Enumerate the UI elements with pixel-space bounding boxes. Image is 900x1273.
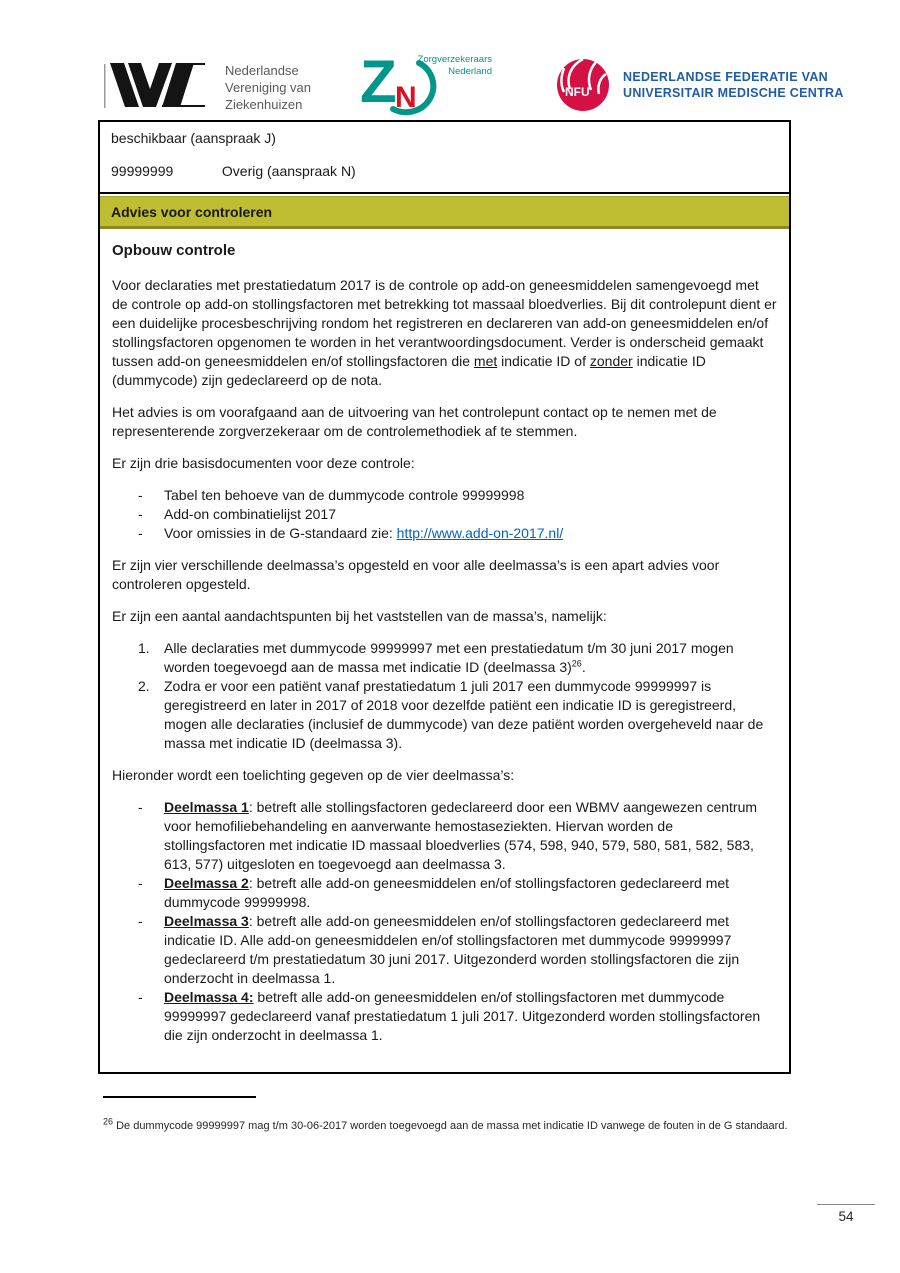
nfu-abbr: NFU xyxy=(565,85,590,99)
deelmassa-label: Deelmassa 3 xyxy=(164,913,249,929)
availability-line-1: beschikbaar (aanspraak J) xyxy=(111,130,276,146)
deelmassa-list xyxy=(112,798,777,1045)
underlined-word-zonder: zonder xyxy=(589,353,633,369)
paragraph-text: Voor declaraties met prestatiedatum 2017 is de controle op add-on geneesmiddelen samengevoegd met de controle op add-on stollingsfactoren met betrekking tot massaal bloedverlies. Bij dit controlepunt dient er een duidelijke procesbeschrijving rondom het registreren en declareren van add-on geneesmiddelen en/of stollingsfactoren opgenomen te worden in het verantwoordingsdocument. Verder is onderscheid gemaakt tussen add-on geneesmiddelen en/of stollingsfactoren die xyxy=(112,277,777,369)
list-item xyxy=(138,988,777,1045)
paragraph-text: indicatie ID of xyxy=(497,353,590,369)
deelmassa-label: Deelmassa 2 xyxy=(164,875,249,891)
list-item xyxy=(138,798,777,874)
list-text xyxy=(164,874,777,912)
nvz-logo xyxy=(103,58,311,113)
deelmassa-text: betreft alle add-on geneesmiddelen en/of stollingsfactoren met dummycode 99999997 gedeclareerd vanaf prestatiedatum 1 juli 2017. Uitgezonderd worden stollingsfactoren die zijn onderzocht in deelmassa 1. xyxy=(164,989,761,1043)
paragraph-advies: Het advies is om voorafgaand aan de uitvoering van het controlepunt contact op te nemen met de representerende zorgverzekeraar om de controlemethodiek af te stemmen. xyxy=(112,404,717,439)
footnote-text: De dummycode 99999997 mag t/m 30-06-2017 worden toegevoegd aan de massa met indicatie ID vanwege de fouten in de G standaard. xyxy=(116,1120,788,1132)
paragraph-aandachtspunten: Er zijn een aantal aandachtspunten bij het vaststellen van de massa’s, namelijk: xyxy=(112,608,607,624)
nfu-logo xyxy=(556,56,844,114)
zn-logo xyxy=(360,46,492,118)
paragraph-intro xyxy=(112,276,777,390)
list-text xyxy=(164,524,777,543)
availability-label: Overig (aanspraak N) xyxy=(221,163,356,179)
list-text: Tabel ten behoeve van de dummycode controle 99999998 xyxy=(164,487,525,503)
zn-text-line: Zorgverzekeraars xyxy=(417,54,492,65)
nvz-text-line: Vereniging van xyxy=(225,80,312,95)
zn-letter-z: Z xyxy=(360,48,397,115)
list-marker: - xyxy=(138,525,143,541)
list-text xyxy=(164,912,777,988)
list-item xyxy=(138,524,777,543)
list-marker: 1. xyxy=(138,640,150,656)
footnote-marker: 26 xyxy=(103,1116,114,1127)
deelmassa-text: : betreft alle add-on geneesmiddelen en/of stollingsfactoren gedeclareerd met indicatie ID. Alle add-on geneesmiddelen en/of stollingsfactoren met dummycode 99999997 gedeclareerd t/m prestatiedatum 30 juni 2017. Uitgezonderd worden stollingsfactoren die zijn onderzocht in deelmassa 1. xyxy=(164,913,740,986)
list-text-prefix: Voor omissies in de G-standaard zie: xyxy=(164,525,397,541)
nfu-text-line: UNIVERSITAIR MEDISCHE CENTRA xyxy=(623,86,844,100)
list-marker: - xyxy=(138,487,143,503)
doc-list xyxy=(112,486,777,543)
zn-logo-text xyxy=(418,54,492,77)
list-text xyxy=(164,798,777,874)
list-text-body: Alle declaraties met dummycode 99999997 met een prestatiedatum t/m 30 juni 2017 mogen worden toegevoegd aan de massa met indicatie ID (deelmassa 3) xyxy=(164,640,734,675)
paragraph-deelmassas-intro: Er zijn vier verschillende deelmassa’s opgesteld en voor alle deelmassa’s is een apart advies voor controleren opgesteld. xyxy=(112,557,720,592)
zn-text-line: Nederland xyxy=(448,65,492,77)
nvz-mark-icon xyxy=(103,58,209,110)
paragraph-toelichting: Hieronder wordt een toelichting gegeven op de vier deelmassa’s: xyxy=(112,767,515,783)
list-item xyxy=(138,486,777,505)
numbered-list xyxy=(112,639,777,753)
list-marker: - xyxy=(138,875,143,891)
nvz-logo-text xyxy=(225,58,311,113)
footnote-separator xyxy=(103,1096,256,1098)
content-box xyxy=(98,120,791,1074)
zn-letter-n: N xyxy=(395,81,417,114)
footnote-ref: 26 xyxy=(571,658,582,669)
list-marker: - xyxy=(138,989,143,1005)
list-text-end: . xyxy=(581,659,586,675)
nvz-text-line: Nederlandse xyxy=(225,63,299,78)
footnote xyxy=(103,1116,819,1134)
list-text xyxy=(164,988,777,1045)
advice-header-band xyxy=(100,196,789,229)
body-cell xyxy=(100,229,789,1072)
advice-header-title: Advies voor controleren xyxy=(111,204,273,220)
code-value: 99999999 xyxy=(111,163,174,179)
list-item xyxy=(138,505,777,524)
list-marker: - xyxy=(138,913,143,929)
nfu-text-line: NEDERLANDSE FEDERATIE VAN xyxy=(623,69,828,84)
nvz-text-line: Ziekenhuizen xyxy=(225,97,303,112)
list-text: Zodra er voor een patiënt vanaf prestatiedatum 1 juli 2017 een dummycode 99999997 is geregistreerd en later in 2017 of 2018 voor dezelfde patiënt een indicatie ID is geregistreerd, mogen alle declaraties (inclusief de dummycode) van deze patiënt worden overgeheveld naar de massa met indicatie ID (deelmassa 3). xyxy=(164,678,764,751)
list-marker: 2. xyxy=(138,678,150,694)
availability-cell xyxy=(100,122,789,194)
paragraph-text: indicatie ID (dummycode) zijn gedeclareerd op de nota. xyxy=(112,353,706,388)
deelmassa-label: Deelmassa 4: xyxy=(164,989,254,1005)
availability-line-2 xyxy=(111,163,778,179)
deelmassa-text: : betreft alle stollingsfactoren gedeclareerd door een WBMV aangewezen centrum voor hemofiliebehandeling en aanverwante hemostaseziekten. Hiervan worden de stollingsfactoren met indicatie ID massaal bloedverlies (574, 598, 940, 579, 580, 581, 582, 583, 613, 577) uitgesloten en toegevoegd aan deelmassa 3. xyxy=(164,799,758,872)
list-item xyxy=(138,874,777,912)
page-number-block xyxy=(817,1204,875,1224)
list-text: Add-on combinatielijst 2017 xyxy=(164,506,336,522)
list-item xyxy=(138,639,777,677)
nfu-logo-text xyxy=(623,69,844,102)
underlined-word-met: met xyxy=(473,353,498,369)
page-number: 54 xyxy=(838,1209,854,1224)
paragraph-basisdocumenten: Er zijn drie basisdocumenten voor deze controle: xyxy=(112,455,415,471)
deelmassa-label: Deelmassa 1 xyxy=(164,799,249,815)
list-marker: - xyxy=(138,799,143,815)
nfu-mark-icon xyxy=(556,56,612,114)
section-heading: Opbouw controle xyxy=(112,242,236,259)
list-text xyxy=(164,639,777,677)
list-item xyxy=(138,677,777,753)
list-item xyxy=(138,912,777,988)
deelmassa-text: : betreft alle add-on geneesmiddelen en/of stollingsfactoren gedeclareerd met dummycode 99999998. xyxy=(164,875,730,910)
list-marker: - xyxy=(138,506,143,522)
external-link[interactable]: http://www.add-on-2017.nl/ xyxy=(396,525,564,541)
